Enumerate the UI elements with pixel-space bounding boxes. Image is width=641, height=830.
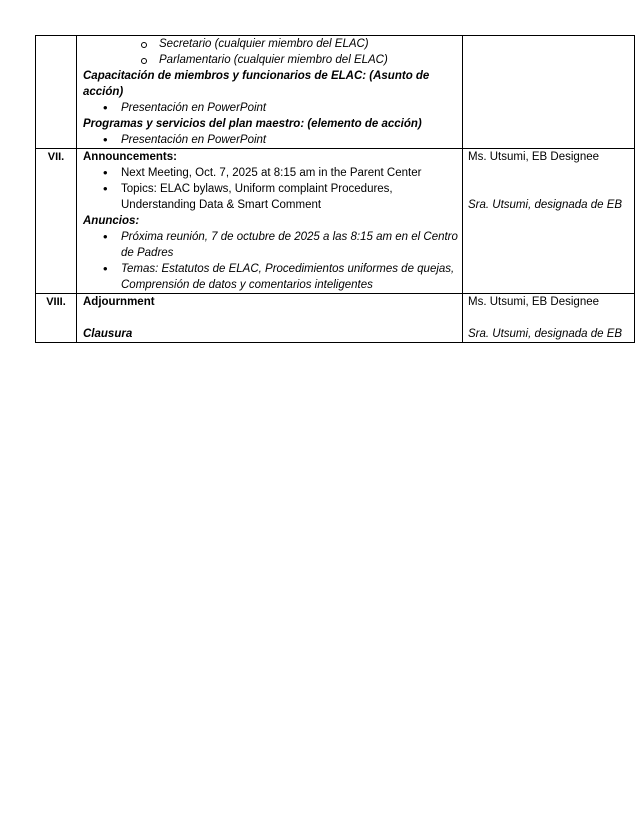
table-row [36,149,635,294]
list-item: • Presentación en PowerPoint [83,100,458,116]
table-row [36,36,635,149]
table-row [36,294,635,343]
list-item: • Temas: Estatutos de ELAC, Procedimientos uniformes de quejas, Comprensión de datos y comentarios inteligentes [83,261,458,293]
list-item: • Next Meeting, Oct. 7, 2025 at 8:15 am in the Parent Center [83,165,458,181]
item-number: VIII. [46,296,66,308]
presenter-es: Sra. Utsumi, designada de EB [468,328,623,340]
list-item: Secretario (cualquier miembro del ELAC) [83,36,458,52]
item-number-cell [36,294,77,343]
item-number-cell [36,149,77,294]
anuncios-list [83,229,458,293]
presenter-en: Ms. Utsumi, EB Designee [468,296,600,308]
training-heading: Capacitación de miembros y funcionarios de ELAC: (Asunto de acción) [83,70,430,98]
item-content-cell [77,36,463,149]
list-item: • Presentación en PowerPoint [83,132,458,148]
list-item: Parlamentario (cualquier miembro del ELAC) [83,52,458,68]
list-item: • Topics: ELAC bylaws, Uniform complaint Procedures, Understanding Data & Smart Comment [83,181,458,213]
presenter-cell [463,149,635,294]
adjournment-heading: Adjournment [83,296,155,308]
training-list [83,100,458,116]
item-number: VII. [47,151,65,163]
anuncios-heading: Anuncios: [83,215,140,227]
item-content-cell [77,294,463,343]
master-plan-list [83,132,458,148]
item-content-cell [77,149,463,294]
officer-sub-list [83,36,458,68]
item-number-cell [36,36,77,149]
agenda-table [35,35,635,343]
announcements-heading: Announcements: [83,151,177,163]
presenter-cell [463,294,635,343]
announcements-list [83,165,458,213]
presenter-es: Sra. Utsumi, designada de EB [468,199,623,211]
master-plan-heading: Programas y servicios del plan maestro: (elemento de acción) [83,118,422,130]
list-item: • Próxima reunión, 7 de octubre de 2025 a las 8:15 am en el Centro de Padres [83,229,458,261]
clausura-heading: Clausura [83,328,133,340]
presenter-en: Ms. Utsumi, EB Designee [468,151,600,163]
presenter-cell [463,36,635,149]
